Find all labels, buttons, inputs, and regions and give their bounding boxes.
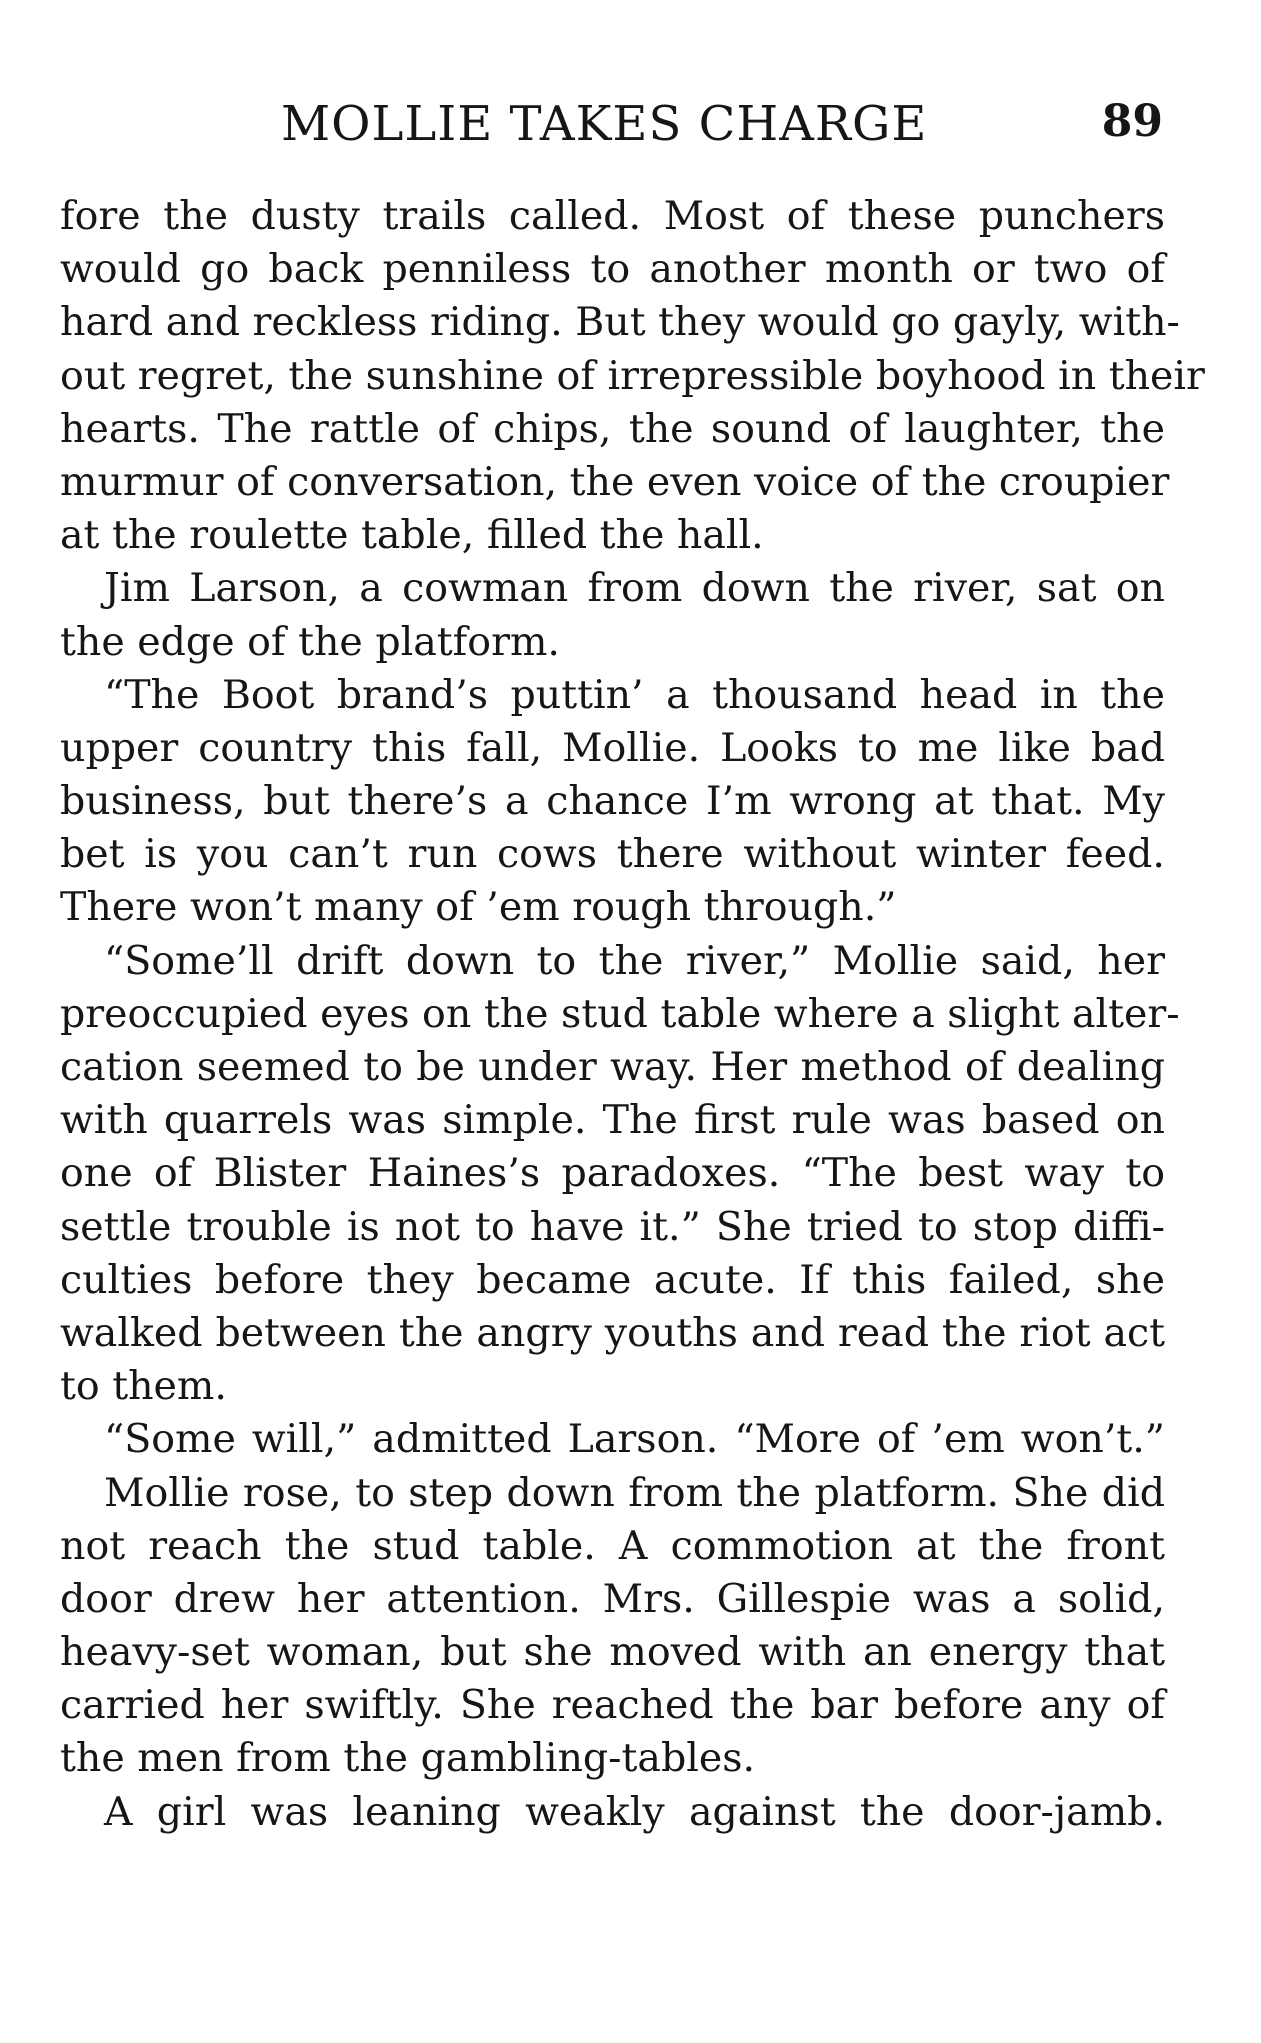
text-line: “The Boot brand’s puttin’ a thousand head in the (104, 671, 1165, 718)
text-line: preoccupied eyes on the stud table where a slight alter- (60, 990, 1180, 1037)
text-line: walked between the angry youths and read the riot act (60, 1309, 1165, 1356)
text-line: bet is you can’t run cows there without winter feed. (60, 831, 1165, 878)
page-number: 89 (1101, 96, 1163, 147)
text-line: Mollie rose, to step down from the platform. She did (104, 1469, 1165, 1516)
text-line: the edge of the platform. (60, 618, 560, 665)
text-line: to them. (60, 1363, 227, 1410)
text-line: Jim Larson, a cowman from down the river, sat on (104, 565, 1165, 612)
text-line: out regret, the sunshine of irrepressible boyhood in their (60, 352, 1205, 399)
text-line: heavy-set woman, but she moved with an energy that (60, 1629, 1165, 1676)
text-line: “Some will,” admitted Larson. “More of ’em won’t.” (104, 1416, 1165, 1463)
text-line: murmur of conversation, the even voice of the croupier (60, 458, 1170, 505)
text-line: cation seemed to be under way. Her method of dealing (60, 1044, 1165, 1090)
text-line: culties before they became acute. If this failed, she (60, 1256, 1165, 1303)
text-line: fore the dusty trails called. Most of these punchers (60, 193, 1165, 239)
text-line: the men from the gambling-tables. (60, 1735, 756, 1782)
text-line: not reach the stud table. A commotion at the front (60, 1522, 1165, 1569)
text-line: business, but there’s a chance I’m wrong at that. My (60, 778, 1165, 825)
running-title: MOLLIE TAKES CHARGE (281, 96, 928, 152)
text-line: “Some’ll drift down to the river,” Mollie said, her (104, 937, 1165, 984)
text-line: A girl was leaning weakly against the door-jamb. (104, 1788, 1165, 1835)
text-line: would go back penniless to another month or two of (60, 246, 1165, 293)
text-line: door drew her attention. Mrs. Gillespie was a solid, (60, 1575, 1165, 1622)
text-line: one of Blister Haines’s paradoxes. “The best way to (60, 1150, 1165, 1197)
text-line: hearts. The rattle of chips, the sound of laughter, the (60, 405, 1165, 452)
text-line: There won’t many of ’em rough through.” (60, 884, 897, 931)
text-line: at the roulette table, filled the hall. (60, 512, 764, 559)
text-line: upper country this fall, Mollie. Looks to me like bad (60, 724, 1165, 771)
text-line: settle trouble is not to have it.” She tried to stop diffi- (60, 1203, 1165, 1250)
text-line: carried her swiftly. She reached the bar before any of (60, 1682, 1165, 1729)
body-text (60, 190, 1205, 1839)
text-line: with quarrels was simple. The first rule was based on (60, 1097, 1165, 1144)
text-line: hard and reckless riding. But they would go gayly, with- (60, 299, 1180, 346)
page-header (60, 96, 1165, 166)
